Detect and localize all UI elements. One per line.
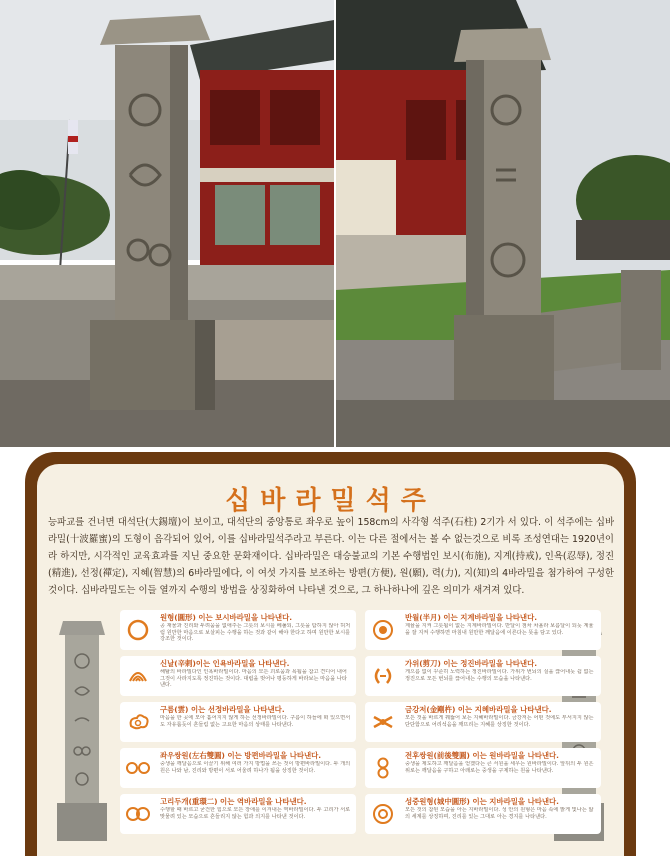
list-item bbox=[120, 610, 356, 650]
item-description: 중생을 제도하고 깨달음을 얻겠다는 큰 서원을 세우는 원바라밀이다. 앞뒤의 두 원은 위로는 깨달음을 구하고 아래로는 중생을 구제하는 원을 나타낸다. bbox=[405, 761, 594, 774]
pillar-photo-right bbox=[336, 0, 670, 447]
item-heading: 전후쌍원(前後雙圓) 이는 원바라밀을 나타낸다. bbox=[405, 751, 559, 760]
list-item bbox=[365, 748, 601, 788]
item-heading: 구름(雲) 이는 선정바라밀을 나타낸다. bbox=[160, 705, 285, 714]
item-heading: 원형(圓形) 이는 보시바라밀을 나타낸다. bbox=[160, 613, 293, 622]
item-description: 모든 것의 참된 모습을 아는 지바라밀이다. 성 안의 원형은 마음 속에 밝게 빛나는 앎의 세계를 상징하며, 진리를 있는 그대로 아는 경지를 나타낸다. bbox=[405, 807, 594, 820]
photo-left bbox=[0, 0, 334, 447]
item-heading: 가위(剪刀) 이는 정진바라밀을 나타낸다. bbox=[405, 659, 538, 668]
item-heading: 신날(辛剌)이는 인욕바라밀을 나타낸다. bbox=[160, 659, 290, 668]
board-title: 십바라밀석주 bbox=[225, 486, 436, 516]
twin-ring-icon bbox=[368, 799, 398, 829]
list-item bbox=[120, 656, 356, 696]
flame-icon bbox=[123, 661, 153, 691]
circle-icon bbox=[123, 615, 153, 645]
photo-right bbox=[336, 0, 670, 447]
paramita-list-right bbox=[365, 610, 601, 840]
item-description: 중생을 깨달음으로 이끌기 위해 여러 가지 방법을 쓰는 것이 방편바라밀이다. 두 개의 원은 나와 남, 진리와 방편이 서로 어울려 하나가 됨을 상징한 것이다. bbox=[160, 761, 351, 774]
cloud-icon bbox=[123, 707, 153, 737]
item-description: 계율을 지켜 그릇됨이 없는 지계바라밀이다. 반달이 점차 차올라 보름달이 되듯 계율을 잘 지켜 수행하면 마침내 원만한 깨달음에 이른다는 뜻을 담고 있다. bbox=[405, 623, 594, 636]
item-description: 마음을 한 곳에 모아 흩어지지 않게 하는 선정바라밀이다. 구름이 하늘에 떠 있으면서도 자유롭듯이 흔들림 없는 고요한 마음의 상태를 나타낸다. bbox=[160, 715, 351, 728]
list-item bbox=[365, 794, 601, 834]
list-item bbox=[365, 702, 601, 742]
pillar-drawing-left bbox=[57, 621, 107, 841]
item-heading: 금강저(金剛杵) 이는 지혜바라밀을 나타낸다. bbox=[405, 705, 552, 714]
item-description: 모든 것을 바르게 꿰뚫어 보는 지혜바라밀이다. 금강저는 어떤 것에도 부서지지 않는 단단함으로 어리석음을 깨뜨리는 지혜를 상징한 것이다. bbox=[405, 715, 594, 728]
knot-icon bbox=[368, 707, 398, 737]
bracket-icon bbox=[368, 661, 398, 691]
pillar-photo-left bbox=[0, 0, 334, 447]
item-heading: 반월(半月) 이는 지계바라밀을 나타낸다. bbox=[405, 613, 538, 622]
item-description: 수행할 때 바르고 굳건한 힘으로 모든 장애를 이겨내는 역바라밀이다. 두 고리가 서로 맞물려 있는 모습으로 흔들리지 않는 힘과 의지를 나타낸 것이다. bbox=[160, 807, 351, 820]
info-board-panel bbox=[37, 464, 624, 856]
item-heading: 성중원형(城中圓形) 이는 지바라밀을 나타낸다. bbox=[405, 797, 559, 806]
item-heading: 고리두개(重環二) 이는 역바라밀을 나타낸다. bbox=[160, 797, 307, 806]
item-heading: 좌우쌍원(左右雙圓) 이는 방편바라밀을 나타낸다. bbox=[160, 751, 322, 760]
paramita-list-left bbox=[120, 610, 356, 840]
list-item bbox=[120, 748, 356, 788]
list-item bbox=[120, 702, 356, 742]
info-board bbox=[25, 452, 636, 856]
item-description: 게으름 없이 꾸준히 노력하는 정진바라밀이다. 가위가 번뇌의 실을 끊어내듯 쉼 없는 정진으로 모든 번뇌를 끊어내는 수행의 모습을 나타낸다. bbox=[405, 669, 594, 682]
item-description: 공 재물과 진리와 두려움을 없애주는 그릇의 보시를 베풀되, 그릇을 탐하지 않아 허처럼 원만한 마음으로 보살피는 수행을 하는 것과 같이 해야 한다고 하며 원만한 보시를 강조한 것이다. bbox=[160, 623, 351, 643]
item-description: 해탈의 바라밀다인 인욕바라밀이다. 마음의 모든 괴로움과 욕됨을 참고 견디어 내어 그것이 사라지도록 정진하는 것이다. 대립을 벗어나 평등하게 바라보는 마음을 나타낸다. bbox=[160, 669, 347, 689]
double-ring-icon bbox=[123, 799, 153, 829]
board-intro: 능파교를 건너면 대석단(大錫壇)이 보이고, 대석단의 중앙통로 좌우로 높이 158cm의 사각형 석주(石柱) 2기가 서 있다. 이 석주에는 십바라밀(十波羅蜜)의 도형이 음각되어 있어, 이를 십바라밀석주라고 부른다. 이는 다른 절에서는 볼 수 없는것으로 비록 조성연대는 1920년이라 하지만, 시각적인 교육효과를 지닌 중요한 문화재이다. 십바라밀은 대승불교의 기본 수행법인 보시(布施), 지계(持戒), 인욕(忍辱), 정진(精進), 선정(禪定), 지혜(智慧)의 6바라밀에다, 이 여섯 가지를 보조하는 방편(方便), 원(願), 력(力), 지(知)의 4바라밀을 첨가하여 구성한 것이다. 십바라밀도는 이들 열까지 수행의 방법을 상징화하여 나타낸 것으로, 그 하나하나에 깊은 의미가 새겨져 있다. bbox=[48, 517, 614, 596]
list-item bbox=[365, 656, 601, 696]
double-circle-icon bbox=[123, 753, 153, 783]
crescent-icon bbox=[368, 615, 398, 645]
cross-circle-icon bbox=[368, 753, 398, 783]
list-item bbox=[365, 610, 601, 650]
list-item bbox=[120, 794, 356, 834]
